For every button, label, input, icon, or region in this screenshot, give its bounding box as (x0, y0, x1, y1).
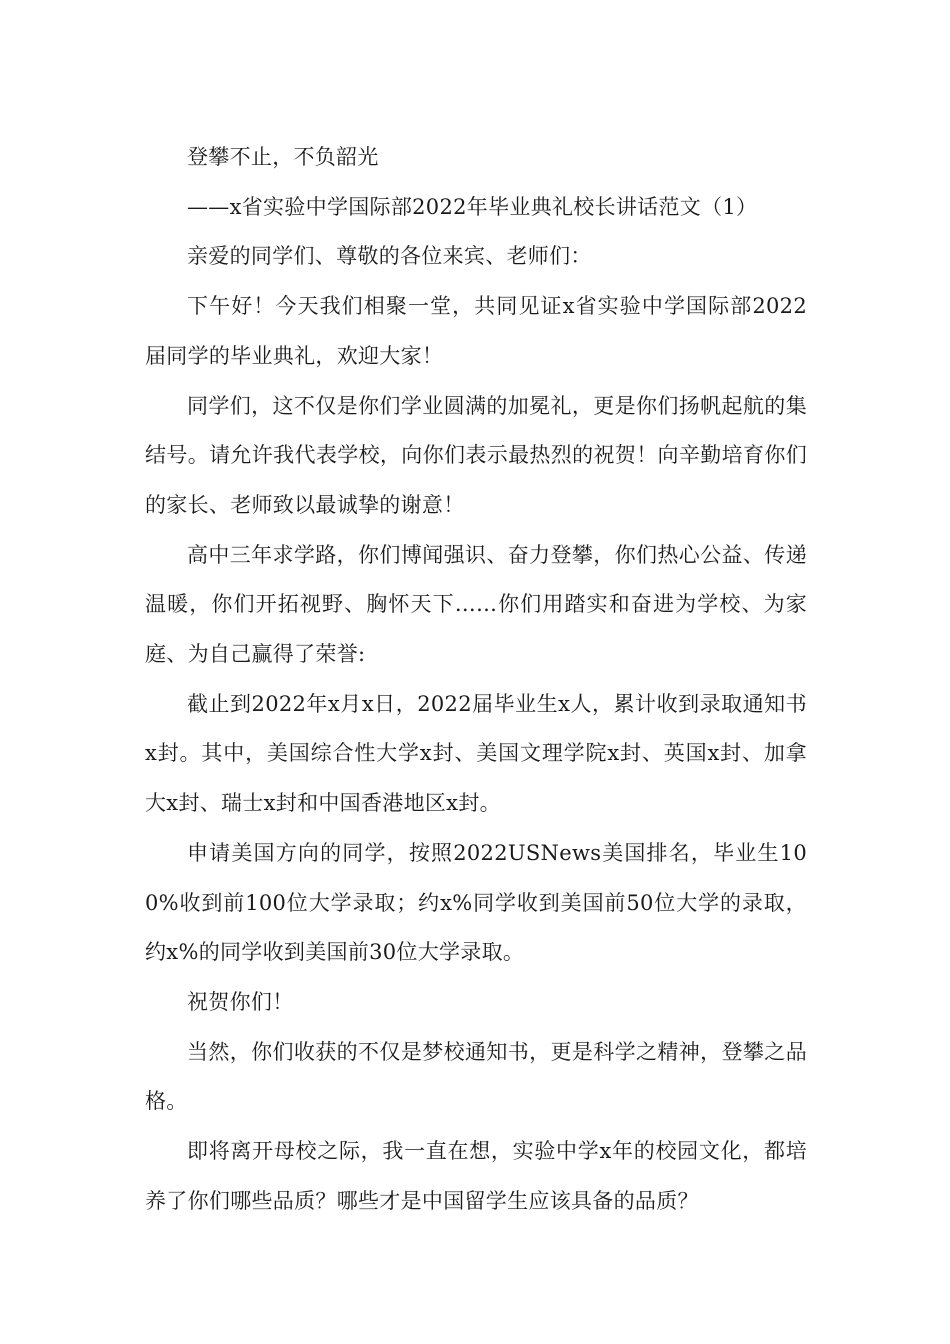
document-title: 登攀不止，不负韶光 (187, 145, 379, 169)
paragraph-salutation: 亲爱的同学们、尊敬的各位来宾、老师们： (187, 244, 592, 269)
paragraph-greeting: 下午好！今天我们相聚一堂，共同见证x省实验中学国际部2022届同学的毕业典礼，欢迎大家！ (145, 294, 807, 368)
paragraph-us-rankings: 申请美国方向的同学，按照2022USNews美国排名，毕业生100%收到前100位大学录取；约x%同学收到美国前50位大学的录取，约x%的同学收到美国前30位大学录取。 (145, 840, 807, 965)
paragraph-cheers: 祝贺你们！ (187, 989, 294, 1014)
document-subtitle: ——x省实验中学国际部2022年毕业典礼校长讲话范文（1） (187, 194, 758, 219)
paragraph-reflection: 即将离开母校之际，我一直在想，实验中学x年的校园文化，都培养了你们哪些品质？哪些才是中国留学生应该具备的品质？ (145, 1139, 807, 1213)
paragraph-admissions: 截止到2022年x月x日，2022届毕业生x人，累计收到录取通知书x封。其中，美国综合性大学x封、美国文理学院x封、英国x封、加拿大x封、瑞士x封和中国香港地区x封。 (145, 691, 807, 816)
paragraph-spirit: 当然，你们收获的不仅是梦校通知书，更是科学之精神，登攀之品格。 (145, 1039, 807, 1114)
document-body (145, 133, 807, 1226)
paragraph-congratulations: 同学们，这不仅是你们学业圆满的加冕礼，更是你们扬帆起航的集结号。请允许我代表学校，向你们表示最热烈的祝贺！向辛勤培育你们的家长、老师致以最诚挚的谢意！ (145, 393, 807, 517)
paragraph-three-years: 高中三年求学路，你们博闻强识、奋力登攀，你们热心公益、传递温暖，你们开拓视野、胸怀天下……你们用踏实和奋进为学校、为家庭、为自己赢得了荣誉: (145, 542, 807, 667)
